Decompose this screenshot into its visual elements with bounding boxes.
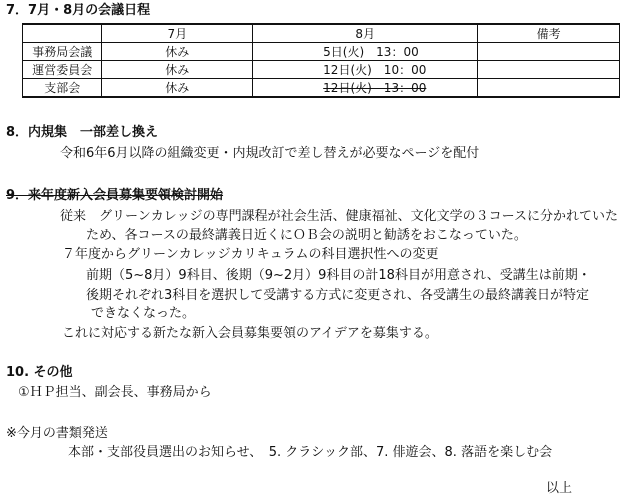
meeting-name: 支部会: [23, 79, 102, 98]
section9-heading: 9．来年度新入会員募集要領検討開始: [6, 188, 224, 203]
header-notes: 備考: [478, 24, 620, 43]
section9-line: 従来 グリーンカレッジの専門課程が社会生活、健康福祉、文化文学の３コースに分かれていた: [60, 209, 618, 224]
note-cell: [478, 43, 620, 61]
note-cell: [478, 61, 620, 79]
header-blank: [23, 24, 102, 43]
august-cell: 5日(火) 13：00: [253, 43, 478, 61]
section8-body: 令和6年6月以降の組織変更・内規改訂で差し替えが必要なページを配付: [60, 146, 480, 161]
table-row: [23, 61, 620, 79]
section9-line: ため、各コースの最終講義日近くにＯＢ会の説明と勧誘をおこなっていた。: [86, 228, 527, 243]
closing-text: 以上: [546, 481, 573, 496]
july-cell: 休み: [102, 79, 253, 98]
table-row: [23, 79, 620, 98]
header-july: 7月: [102, 24, 253, 43]
header-august: 8月: [253, 24, 478, 43]
july-cell: 休み: [102, 61, 253, 79]
august-cell: 12日(火) 13：00: [253, 79, 478, 98]
note-cell: [478, 79, 620, 98]
section9-line: できなくなった。: [91, 306, 196, 321]
table-row: [23, 43, 620, 61]
table-header-row: [23, 24, 620, 43]
documents-heading: ※今月の書類発送: [6, 426, 108, 441]
july-cell: 休み: [102, 43, 253, 61]
meeting-name: 事務局会議: [23, 43, 102, 61]
section10-heading: 10. その他: [6, 365, 73, 380]
section10-item: ①ＨＰ担当、副会長、事務局から: [18, 385, 212, 400]
section9-line: これに対応する新たな新入会員募集要領のアイデアを募集する。: [62, 326, 438, 341]
section9-line: ７年度からグリーンカレッジカリキュラムの科目選択性への変更: [62, 247, 439, 262]
meeting-name: 運営委員会: [23, 61, 102, 79]
meetings-heading: 7．7月・8月の会議日程: [6, 3, 151, 18]
section8-heading: 8．内規集 一部差し換え: [6, 125, 159, 140]
august-cell: 12日(火) 10：00: [253, 61, 478, 79]
section9-line: 後期それぞれ3科目を選択して受講する方式に変更され、各受講生の最終講義日が特定: [86, 288, 590, 303]
meeting-schedule-table: [22, 23, 620, 98]
documents-body: 本部・支部役員選出のお知らせ、 5. クラシック部、7. 俳遊会、8. 落語を楽しむ会: [68, 445, 553, 460]
section9-line: 前期（5~8月）9科目、後期（9~2月）9科目の計18科目が用意され、受講生は前期・: [86, 268, 591, 283]
